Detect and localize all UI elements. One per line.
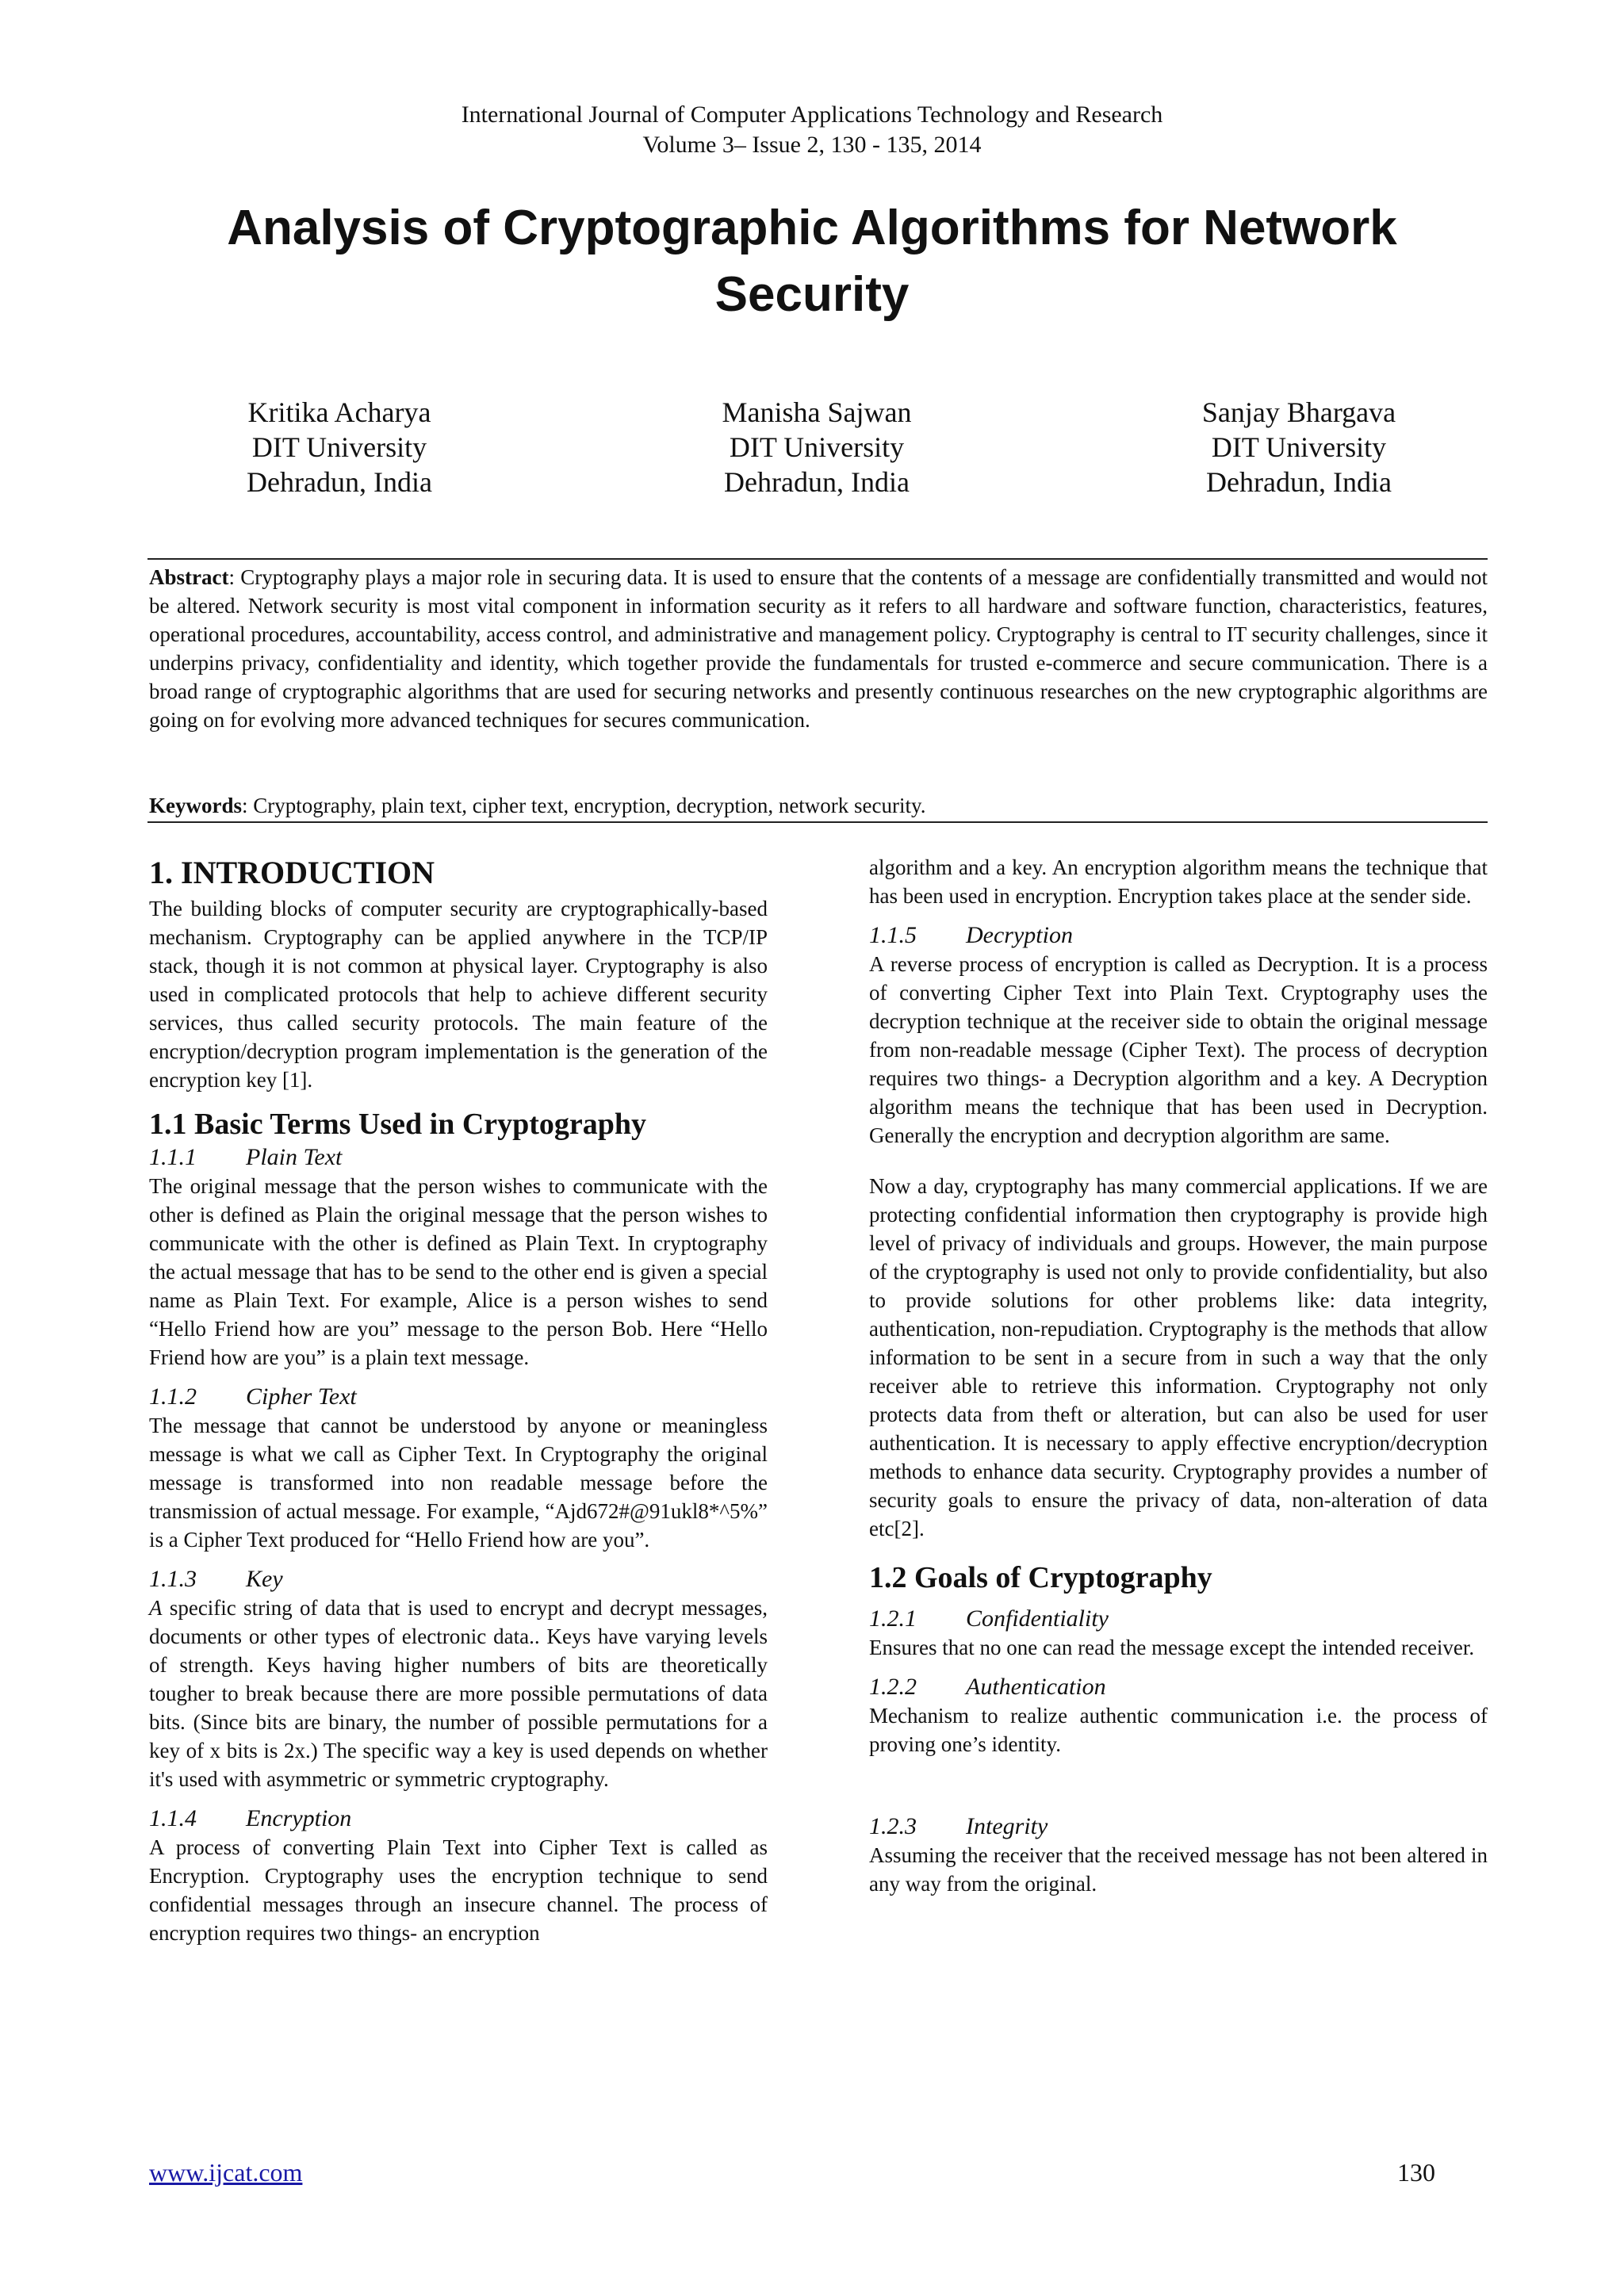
footer-website-link[interactable]: www.ijcat.com bbox=[149, 2158, 303, 2187]
section-heading-basic-terms: 1.1 Basic Terms Used in Cryptography bbox=[149, 1108, 647, 1141]
subsection-title: Encryption bbox=[246, 1805, 352, 1831]
confidentiality-paragraph: Ensures that no one can read the message except the intended receiver. bbox=[869, 1636, 1475, 1659]
footer-page-number: 130 bbox=[1397, 2158, 1435, 2187]
author-location: Dehradun, India bbox=[1206, 466, 1392, 498]
subsection-number: 1.1.3 bbox=[149, 1566, 197, 1592]
keywords-text: : Cryptography, plain text, cipher text, encryption, decryption, network security. bbox=[242, 794, 926, 817]
author-affiliation: DIT University bbox=[251, 431, 427, 463]
author-block-2 bbox=[611, 395, 1023, 499]
integrity-paragraph: Assuming the receiver that the received message has not been altered in any way from the original. bbox=[869, 1843, 1488, 1896]
plain-text-paragraph: The original message that the person wishes to communicate with the other is defined as Plain the original message that the person wishes to communicate with the other is defined as Plain Text. In cryptography the actual message that has to be send to the other end is given a special name as Plain Text. For example, Alice is a person wishes to send “Hello Friend how are you” message to the person Bob. Here “Hello Friend how are you” is a plain text message. bbox=[149, 1174, 768, 1369]
key-text: specific string of data that is used to encrypt and decrypt messages, documents or other types of electronic data.. Keys have varying levels of strength. Keys having higher numbers of bits are theoretically tougher to break because there are more possible permutations of data bits. (Since bits are binary, the number of possible permutations for a key of x bits is 2x.) The specific way a key is used depends on whether it's used with asymmetric or symmetric cryptography. bbox=[149, 1596, 768, 1791]
journal-issue: Volume 3– Issue 2, 130 - 135, 2014 bbox=[642, 132, 982, 158]
encryption-paragraph-left: A process of converting Plain Text into Cipher Text is called as Encryption. Cryptography uses the encryption technique to send confidential messages through an insecure channel. The process of encryption requires two things- an encryption bbox=[149, 1835, 768, 1945]
subsection-heading-integrity bbox=[869, 1812, 1488, 1841]
author-block-3 bbox=[1093, 395, 1505, 499]
right-column bbox=[869, 853, 1488, 1898]
author-affiliation: DIT University bbox=[729, 431, 905, 463]
abstract bbox=[149, 563, 1488, 734]
subsection-heading-confidentiality bbox=[869, 1605, 1488, 1633]
subsection-number: 1.1.4 bbox=[149, 1805, 197, 1831]
subsection-title: Confidentiality bbox=[966, 1605, 1109, 1632]
keywords-label: Keywords bbox=[149, 794, 242, 817]
left-column bbox=[149, 853, 768, 1947]
subsection-title: Plain Text bbox=[246, 1144, 343, 1170]
subsection-title: Cipher Text bbox=[246, 1383, 357, 1410]
subsection-title: Decryption bbox=[966, 922, 1073, 948]
key-paragraph bbox=[149, 1594, 768, 1793]
abstract-label: Abstract bbox=[149, 565, 229, 589]
keywords-bottom-rule bbox=[147, 821, 1488, 823]
subsection-number: 1.2.2 bbox=[869, 1674, 917, 1700]
paper-title-line-2: Security bbox=[714, 267, 910, 322]
subsection-heading-decryption bbox=[869, 921, 1488, 950]
paragraph-gap bbox=[869, 1150, 1488, 1172]
authentication-paragraph: Mechanism to realize authentic communication i.e. the process of proving one’s identity. bbox=[869, 1704, 1488, 1756]
section-heading-goals: 1.2 Goals of Cryptography bbox=[869, 1561, 1212, 1594]
author-name: Kritika Acharya bbox=[247, 396, 431, 428]
paper-title bbox=[159, 195, 1465, 328]
subsection-number: 1.1.2 bbox=[149, 1383, 197, 1410]
abstract-top-rule bbox=[147, 558, 1488, 560]
author-name: Manisha Sajwan bbox=[722, 396, 912, 428]
introduction-text: The building blocks of computer security are cryptographically-based mechanism. Cryptography can be applied anywhere in the TCP/IP stack, though it is not common at physical layer. Cryptography is also used in complicated protocols that help to achieve different security services, thus called security protocols. The main feature of the encryption/decryption program implementation is the generation of the encryption key [1]. bbox=[149, 897, 768, 1092]
subsection-heading-authentication bbox=[869, 1673, 1488, 1701]
subsection-heading-key bbox=[149, 1565, 768, 1594]
subsection-number: 1.1.5 bbox=[869, 922, 917, 948]
subsection-number: 1.2.3 bbox=[869, 1813, 917, 1839]
encryption-paragraph-right: algorithm and a key. An encryption algorithm means the technique that has been used in encryption. Encryption takes place at the sender side. bbox=[869, 855, 1488, 908]
author-affiliation: DIT University bbox=[1211, 431, 1387, 463]
journal-header bbox=[0, 100, 1624, 160]
subsection-title: Key bbox=[246, 1566, 283, 1592]
subsection-heading-cipher-text bbox=[149, 1383, 768, 1411]
abstract-text: : Cryptography plays a major role in securing data. It is used to ensure that the contents of a message are confidentially transmitted and would not be altered. Network security is most vital component in information security as it refers to all hardware and software function, characteristics, features, operational procedures, accountability, access control, and administrative and management policy. Cryptography is central to IT security challenges, since it underpins privacy, confidentiality and identity, which together provide the fundamentals for trusted e-commerce and secure communication. There is a broad range of cryptographic algorithms that are used for securing networks and presently continuous researches on the new cryptographic algorithms are going on for evolving more advanced techniques for secures communication. bbox=[149, 565, 1488, 732]
section-heading-introduction: 1. INTRODUCTION bbox=[149, 855, 435, 890]
subsection-title: Authentication bbox=[966, 1674, 1106, 1700]
applications-paragraph: Now a day, cryptography has many commercial applications. If we are protecting confidential information then cryptography is provide high level of privacy of individuals and groups. However, the main purpose of the cryptography is used not only to provide confidentiality, but also to provide solutions for other problems like: data integrity, authentication, non-repudiation. Cryptography is the methods that allow information to be sent in a secure from in such a way that the only receiver able to retrieve this information. Cryptography not only protects data from theft or alteration, but can also be used for user authentication. It is necessary to apply effective encryption/decryption methods to enhance data security. Cryptography provides a number of security goals to ensure the privacy of data, non-alteration of data etc[2]. bbox=[869, 1174, 1488, 1540]
subsection-heading-encryption bbox=[149, 1804, 768, 1833]
keywords bbox=[149, 791, 1488, 820]
subsection-number: 1.2.1 bbox=[869, 1605, 917, 1632]
subsection-heading-plain-text bbox=[149, 1143, 768, 1172]
paper-title-line-1: Analysis of Cryptographic Algorithms for Network bbox=[227, 201, 1397, 255]
author-location: Dehradun, India bbox=[724, 466, 910, 498]
decryption-paragraph: A reverse process of encryption is called as Decryption. It is a process of converting Cipher Text into Plain Text. Cryptography uses the decryption technique at the receiver side to obtain the original message from non-readable message (Cipher Text). The process of decryption requires two things- a Decryption algorithm and a key. A Decryption algorithm means the technique that has been used in Decryption. Generally the encryption and decryption algorithm are same. bbox=[869, 952, 1488, 1147]
author-name: Sanjay Bhargava bbox=[1201, 396, 1396, 428]
subsection-number: 1.1.1 bbox=[149, 1144, 197, 1170]
author-location: Dehradun, India bbox=[247, 466, 432, 498]
key-lead-letter: A bbox=[149, 1596, 163, 1620]
cipher-text-paragraph: The message that cannot be understood by anyone or meaningless message is what we call as Cipher Text. In Cryptography the original message is transformed into non readable message before the transmission of actual message. For example, “Ajd672#@91ukl8*^5%” is a Cipher Text produced for “Hello Friend how are you”. bbox=[149, 1414, 768, 1552]
journal-name: International Journal of Computer Applications Technology and Research bbox=[461, 101, 1163, 128]
subsection-title: Integrity bbox=[966, 1813, 1048, 1839]
author-block-1 bbox=[133, 395, 546, 499]
